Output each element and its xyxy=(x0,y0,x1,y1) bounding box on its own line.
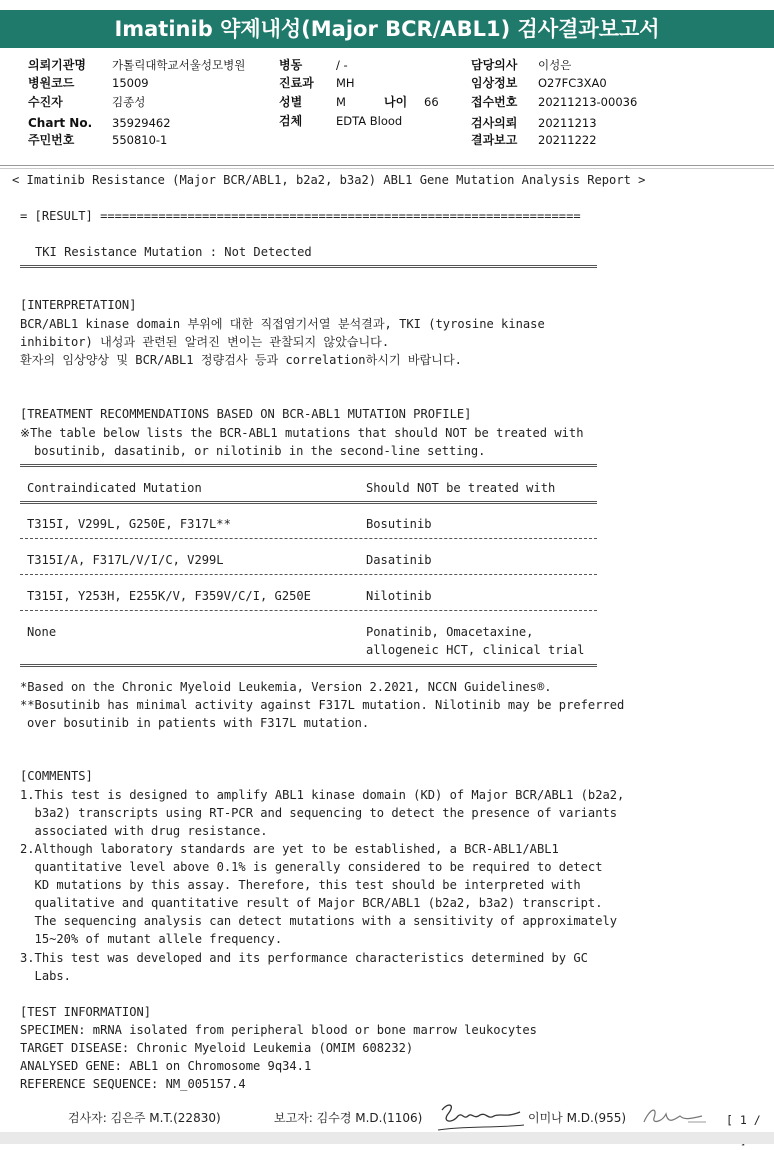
table-row-drug: Nilotinib xyxy=(366,589,432,603)
interpretation-title: [INTERPRETATION] xyxy=(20,298,137,312)
footnote: *Based on the Chronic Myeloid Leukemia, Version 2.2021, NCCN Guidelines®. xyxy=(20,680,552,694)
label-ward: 병동 xyxy=(279,58,303,72)
comment-line: qualitative and quantitative result of Major BCR/ABL1 (b2a2, b3a2) transcript. xyxy=(20,896,603,910)
comment-line: 1.This test is designed to amplify ABL1 kinase domain (KD) of Major BCR/ABL1 (b2a2, xyxy=(20,788,625,802)
table-row-drug-continued: allogeneic HCT, clinical trial xyxy=(366,643,585,657)
value-specimen: EDTA Blood xyxy=(336,114,403,128)
table-row-mutation: None xyxy=(27,625,57,639)
test-info-line: REFERENCE SEQUENCE: NM_005157.4 xyxy=(20,1077,246,1091)
value-chart-no: 35929462 xyxy=(112,116,171,130)
second-signature-icon xyxy=(640,1102,710,1130)
label-institution: 의뢰기관명 xyxy=(28,58,86,72)
table-header-treatment: Should NOT be treated with xyxy=(366,481,556,495)
treatment-title: [TREATMENT RECOMMENDATIONS BASED ON BCR-ABL1 MUTATION PROFILE] xyxy=(20,407,472,421)
comment-line: associated with drug resistance. xyxy=(20,824,268,838)
treatment-note: bosutinib, dasatinib, or nilotinib in the second-line setting. xyxy=(34,444,486,458)
result-header: = [RESULT] ================================================================== xyxy=(20,209,581,223)
table-row-mutation: T315I, Y253H, E255K/V, F359V/C/I, G250E xyxy=(27,589,311,603)
value-receipt-no: 20211213-00036 xyxy=(538,95,638,109)
comment-line: The sequencing analysis can detect mutations with a sensitivity of approximately xyxy=(20,914,618,928)
value-ward: / - xyxy=(336,58,348,72)
test-info-line: ANALYSED GENE: ABL1 on Chromosome 9q34.1 xyxy=(20,1059,312,1073)
value-resident-no: 550810-1 xyxy=(112,133,168,147)
value-patient: 김종성 xyxy=(112,95,146,109)
table-row-separator xyxy=(20,574,597,575)
table-row-drug: Ponatinib, Omacetaxine, xyxy=(366,625,534,639)
label-chart-no: Chart No. xyxy=(28,116,93,130)
table-row-mutation: T315I/A, F317L/V/I/C, V299L xyxy=(27,553,224,567)
test-info-line: SPECIMEN: mRNA isolated from peripheral blood or bone marrow leukocytes xyxy=(20,1023,537,1037)
table-top-separator xyxy=(20,464,597,467)
comment-line: 2.Although laboratory standards are yet to be established, a BCR-ABL1/ABL1 xyxy=(20,842,559,856)
value-report-date: 20211222 xyxy=(538,133,597,147)
test-info-title: [TEST INFORMATION] xyxy=(20,1005,152,1019)
label-specimen: 검체 xyxy=(279,114,303,128)
value-institution: 가톨릭대학교서울성모병원 xyxy=(112,58,246,72)
footnote: **Bosutinib has minimal activity against F317L mutation. Nilotinib may be preferred xyxy=(20,698,625,712)
comments-title: [COMMENTS] xyxy=(20,769,93,783)
value-department: MH xyxy=(336,76,355,90)
result-separator xyxy=(20,265,597,268)
comment-line: quantitative level above 0.1% is generally considered to be required to detect xyxy=(20,860,603,874)
value-hospital-code: 15009 xyxy=(112,76,149,90)
result-line: TKI Resistance Mutation : Not Detected xyxy=(35,245,312,259)
bottom-strip xyxy=(0,1132,774,1144)
label-report-date: 결과보고 xyxy=(471,133,518,147)
table-row-drug: Dasatinib xyxy=(366,553,432,567)
table-row-separator xyxy=(20,538,597,539)
reporter-signature-icon xyxy=(434,1100,526,1134)
label-hospital-code: 병원코드 xyxy=(28,76,75,90)
label-resident-no: 주민번호 xyxy=(28,133,75,147)
value-age: 66 xyxy=(424,95,439,109)
label-clinical-info: 임상정보 xyxy=(471,76,518,90)
value-request-date: 20211213 xyxy=(538,116,597,130)
table-header-mutation: Contraindicated Mutation xyxy=(27,481,202,495)
table-row-separator xyxy=(20,610,597,611)
interpretation-line: inhibitor) 내성과 관련된 알려진 변이는 관찰되지 않았습니다. xyxy=(20,335,390,349)
comment-line: KD mutations by this assay. Therefore, this test should be interpreted with xyxy=(20,878,581,892)
comment-line: Labs. xyxy=(20,969,71,983)
table-row-mutation: T315I, V299L, G250E, F317L** xyxy=(27,517,231,531)
value-clinical-info: O27FC3XA0 xyxy=(538,76,607,90)
header-divider-inner xyxy=(0,168,774,169)
table-row-drug: Bosutinib xyxy=(366,517,432,531)
label-department: 진료과 xyxy=(279,76,314,90)
page-indicator: [ 1 / xyxy=(726,1113,761,1127)
report-title: Imatinib 약제내성(Major BCR/ABL1) 검사결과보고서 xyxy=(0,10,774,48)
label-sex: 성별 xyxy=(279,95,303,109)
report-heading: < Imatinib Resistance (Major BCR/ABL1, b2a2, b3a2) ABL1 Gene Mutation Analysis Report > xyxy=(12,173,646,187)
treatment-note: ※The table below lists the BCR-ABL1 mutations that should NOT be treated with xyxy=(20,426,584,440)
label-age: 나이 xyxy=(384,95,408,109)
value-sex: M xyxy=(336,95,346,109)
second-reporter-name: 이미나 M.D.(955) xyxy=(528,1111,627,1125)
label-patient: 수진자 xyxy=(28,95,63,109)
patient-info-header xyxy=(0,55,774,165)
comment-line: 15~20% of mutant allele frequency. xyxy=(20,932,283,946)
interpretation-line: BCR/ABL1 kinase domain 부위에 대한 직접염기서열 분석결과, TKI (tyrosine kinase xyxy=(20,317,545,331)
table-header-separator xyxy=(20,501,597,504)
test-info-line: TARGET DISEASE: Chronic Myeloid Leukemia (OMIM 608232) xyxy=(20,1041,414,1055)
table-bottom-separator xyxy=(20,664,597,667)
tester-name: 검사자: 김은주 M.T.(22830) xyxy=(68,1111,221,1125)
label-physician: 담당의사 xyxy=(471,58,518,72)
label-request-date: 검사의뢰 xyxy=(471,116,518,130)
comment-line: 3.This test was developed and its performance characteristics determined by GC xyxy=(20,951,588,965)
header-divider xyxy=(0,165,774,166)
footnote: over bosutinib in patients with F317L mutation. xyxy=(27,716,370,730)
value-physician: 이성은 xyxy=(538,58,572,72)
interpretation-line: 환자의 임상양상 및 BCR/ABL1 정량검사 등과 correlation하시기 바랍니다. xyxy=(20,353,462,367)
reporter-name: 보고자: 김수경 M.D.(1106) xyxy=(274,1111,423,1125)
label-receipt-no: 접수번호 xyxy=(471,95,518,109)
comment-line: b3a2) transcripts using RT-PCR and sequencing to detect the presence of variants xyxy=(20,806,618,820)
